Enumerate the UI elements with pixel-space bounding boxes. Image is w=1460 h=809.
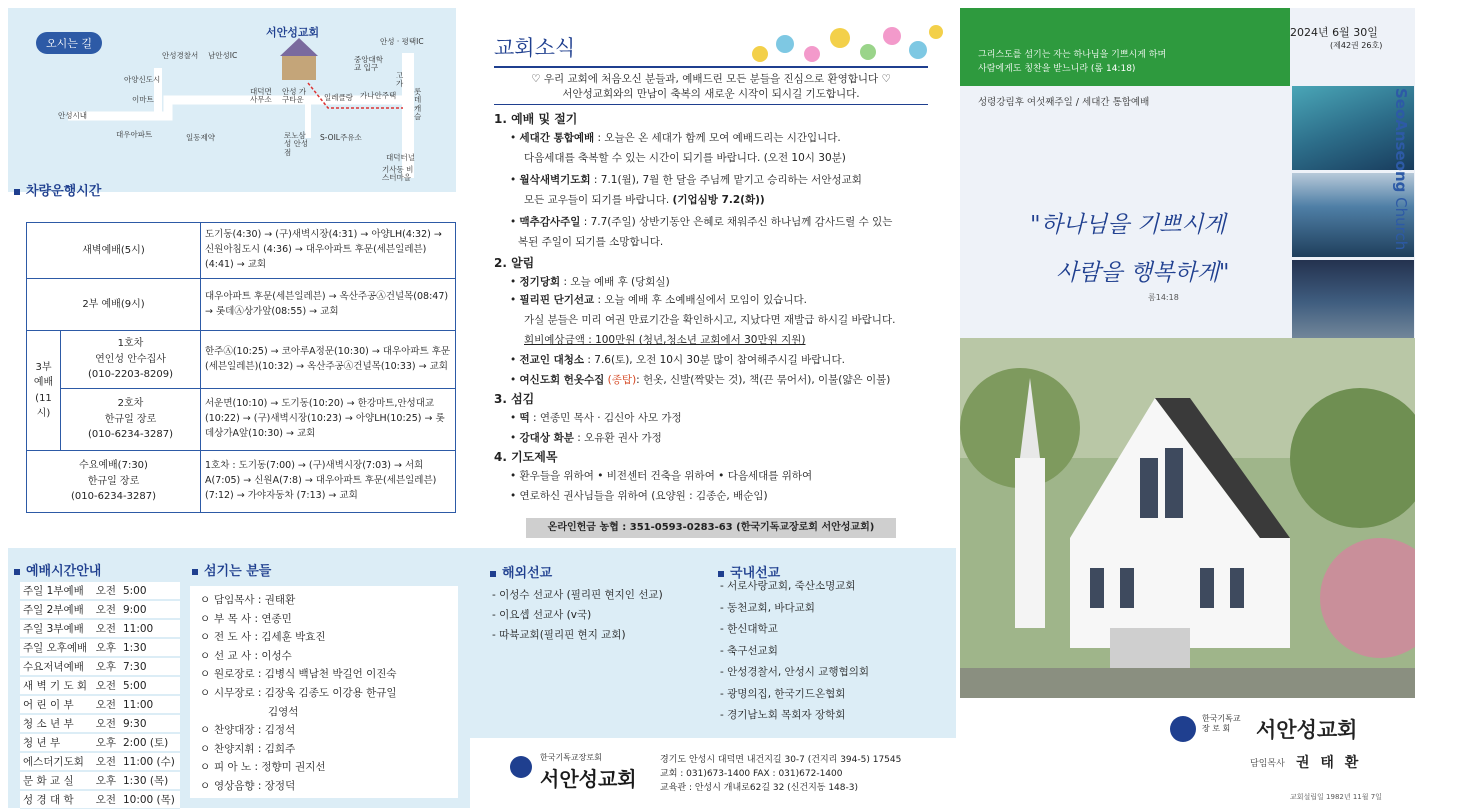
list-item: - 이요셉 선교사 (v국) xyxy=(492,609,592,621)
table-cell: 어 린 이 부 xyxy=(20,695,93,714)
divider xyxy=(494,104,928,105)
table-cell: 오전 xyxy=(93,619,120,638)
news-item-cont: 가실 분들은 미리 여권 만료기간을 확인하시고, 지났다면 재발급 하시길 바랍니다. xyxy=(524,314,896,326)
church-address: 경기도 안성시 대덕면 내건지길 30-7 (건지리 394-5) 17545 교회 : 031)673-1400 FAX : 031)672-1400 교육관 : 안성시 개내로62길 32 (신건지동 148-3) xyxy=(660,755,902,793)
domestic-missions-list xyxy=(720,578,869,729)
table-cell: 오후 xyxy=(93,638,120,657)
staff-heading: 섬기는 분들 xyxy=(192,560,271,579)
map-label: 대덕면 사무소 xyxy=(250,87,272,105)
list-item: ㅇ 찬양대장 : 김정석 xyxy=(200,724,296,737)
church-logo-icon xyxy=(510,756,532,778)
list-item: - 동천교회, 바다교회 xyxy=(720,601,815,614)
table-row xyxy=(20,733,180,752)
list-item: ㅇ 찬양지휘 : 김희주 xyxy=(200,742,296,755)
news-item-cont: 다음세대를 축복할 수 있는 시간이 되기를 바랍니다. (오전 10시 30분) xyxy=(524,152,846,164)
map-label: 가나안주택 xyxy=(360,91,397,100)
list-item: - 따뷱교회(필리핀 현지 교회) xyxy=(492,629,626,641)
map-label: 안성경찰서 xyxy=(162,51,199,60)
news-title: 교회소식 xyxy=(494,36,576,60)
cover-church-name: 서안성교회 xyxy=(1256,718,1358,742)
news-item: • 떡 : 연종민 목사 · 김신아 사모 가정 xyxy=(510,412,682,424)
news-item-cont: 회비예상금액 : 100만원 (청년,청소년 교회에서 30만원 지원) xyxy=(524,334,806,346)
slogan-line-1: "하나님을 기쁘시게 xyxy=(1030,212,1226,238)
cover-org: 한국기독교 장 로 회 xyxy=(1202,714,1241,734)
list-item: - 안성경찰서, 안성시 교행협의회 xyxy=(720,666,869,678)
list-item: - 한신대학교 xyxy=(720,623,778,635)
table-row xyxy=(20,638,180,657)
list-item: ㅇ 부 목 사 : 연종민 xyxy=(200,612,292,625)
table-cell: 오전 xyxy=(93,752,120,771)
divider xyxy=(494,66,928,68)
list-item: ㅇ 피 아 노 : 정향미 권지선 xyxy=(200,761,326,774)
table-cell: 오전 xyxy=(93,600,120,619)
bus-route: 서운면(10:10) → 도기동(10:20) → 한강마트,안성대교(10:22) → (구)새벽시장(10:23) → 아양LH(10:25) → 롯데상가A앞(10:30) → 교회 xyxy=(201,389,456,451)
bus-route: 대우아파트 후문(세븐일레븐) → 옥산주공Ⓐ건널목(08:47) → 롯데Ⓐ상가앞(08:55) → 교회 xyxy=(201,279,456,331)
table-row xyxy=(20,771,180,790)
list-item: ㅇ 영상음향 : 장정덕 xyxy=(200,779,296,792)
news-item: • 필리핀 단기선교 : 오늘 예배 후 소예배실에서 모임이 있습니다. xyxy=(510,294,807,306)
bus-group-label: 3부 예배 (11시) xyxy=(27,331,61,451)
table-cell: 청 소 년 부 xyxy=(20,714,93,733)
table-cell: 11:00 xyxy=(120,695,180,714)
news-item: • 환우들을 위하여 • 비전센터 건축을 위하여 • 다음세대를 위하여 xyxy=(510,470,813,482)
established-date: 교회설립일 1982년 11월 7일 xyxy=(1290,793,1382,801)
church-building-image xyxy=(960,338,1415,698)
list-item: ㅇ 전 도 사 : 김세훈 박효진 xyxy=(200,631,326,644)
bus-schedule-table xyxy=(26,222,456,513)
map-label: 일레클랑 xyxy=(324,93,353,102)
table-cell: 11:00 xyxy=(120,619,180,638)
map-label: 이마트 xyxy=(132,95,154,104)
news-item: • 강대상 화분 : 오유환 권사 가정 xyxy=(510,432,662,444)
table-cell: 오전 xyxy=(93,714,120,733)
cover-footer xyxy=(960,698,1415,808)
table-cell: 오전 xyxy=(93,790,120,809)
table-cell: 에스더기도회 xyxy=(20,752,93,771)
table-cell: 11:00 (수) xyxy=(120,752,180,771)
list-item: - 서로사랑교회, 죽산소명교회 xyxy=(720,580,856,592)
table-cell: 오전 xyxy=(93,676,120,695)
news-item: • 맥추감사주일 : 7.7(주일) 상반기동안 은혜로 채워주신 하나님께 감사드릴 수 있는 xyxy=(510,216,893,228)
table-cell: 5:00 xyxy=(120,582,180,600)
list-item: - 광명의집, 한국기드온협회 xyxy=(720,687,846,700)
map-label: 남안성IC xyxy=(208,51,238,60)
table-row xyxy=(20,676,180,695)
worship-times-table xyxy=(20,582,180,809)
bus-label: 2호차 한규일 장로 (010-6234-3287) xyxy=(61,389,201,451)
bus-schedule-heading: 차량운행시간 xyxy=(14,180,101,199)
table-row xyxy=(20,619,180,638)
table-cell: 오전 xyxy=(93,582,120,600)
table-cell: 새 벽 기 도 회 xyxy=(20,676,93,695)
bus-label: 1호차 연인성 안수집사 (010-2203-8209) xyxy=(61,331,201,389)
domestic-missions-heading: 국내선교 xyxy=(718,562,780,581)
map-label: 중앙대학교 입구 xyxy=(354,55,383,73)
table-row xyxy=(20,657,180,676)
pastor-name: 권 태 환 xyxy=(1296,755,1362,771)
map-label: 아양신도시 xyxy=(124,75,161,84)
table-cell: 성 경 대 학 xyxy=(20,790,93,809)
map-label: 대우아파트 xyxy=(116,130,153,139)
cover-issue: (제42권 26호) xyxy=(1330,41,1383,50)
news-item: • 전교인 대청소 : 7.6(토), 오전 10시 30분 많이 참여해주시길 바랍니다. xyxy=(510,354,846,366)
table-row xyxy=(27,451,456,513)
news-section-heading: 2. 알림 xyxy=(494,256,535,270)
welcome-message: ♡ 우리 교회에 처음오신 분들과, 예배드린 모든 분들을 진심으로 환영합니다 ♡ 서안성교회와의 만남이 축복의 새로운 시작이 되시길 기도합니다. xyxy=(531,73,891,101)
bus-route: 1호차 : 도기동(7:00) → (구)새벽시장(7:03) → 서희A(7:05) → 신원A(7:8) → 대우아파트 후문(세븐일레븐)(7:12) → 가야자동차 (7:13) → 교회 xyxy=(201,451,456,513)
news-item-cont: 모든 교우들이 되기를 바랍니다. (기업심방 7.2(화)) xyxy=(524,194,765,206)
worship-times-heading: 예배시간안내 xyxy=(14,560,101,579)
table-cell: 2:00 (토) xyxy=(120,733,180,752)
table-row xyxy=(27,331,456,389)
table-cell: 오후 xyxy=(93,657,120,676)
map-label: 롯데캐슬 xyxy=(414,87,422,121)
map-label: 고가 xyxy=(396,71,404,89)
table-cell: 주일 1부예배 xyxy=(20,582,93,600)
table-cell: 7:30 xyxy=(120,657,180,676)
pastor-label: 담임목사 xyxy=(1250,759,1285,769)
news-section-heading: 1. 예배 및 절기 xyxy=(494,112,578,126)
table-cell: 오후 xyxy=(93,733,120,752)
table-row xyxy=(20,582,180,600)
bus-label: 새벽예배(5시) xyxy=(27,223,201,279)
bulletin-cover xyxy=(960,8,1415,808)
footer-church-name: 서안성교회 xyxy=(540,767,637,791)
footer-org: 한국기독교장로회 xyxy=(540,753,602,762)
slogan-reference: 롬14:18 xyxy=(1148,293,1179,302)
bus-route: 한주Ⓐ(10:25) → 코아루A정문(10:30) → 대우아파트 후문(세븐일레븐)(10:32) → 옥산주공Ⓐ건널목(10:33) → 교회 xyxy=(201,331,456,389)
map-label: 로노삼성 안성점 xyxy=(284,131,309,157)
table-cell: 10:00 (목) xyxy=(120,790,180,809)
table-row xyxy=(20,695,180,714)
news-item: • 세대간 통합예배 : 오늘은 온 세대가 함께 모여 예배드리는 시간입니다. xyxy=(510,132,841,144)
flower-decoration xyxy=(740,14,950,70)
table-cell: 수요저녁예배 xyxy=(20,657,93,676)
directions-button[interactable]: 오시는 길 xyxy=(36,32,102,54)
directions-map xyxy=(8,8,456,192)
table-cell: 9:00 xyxy=(120,600,180,619)
cover-verse: 그리스도를 섬기는 자는 하나님을 기쁘시게 하며 사람에게도 칭찬을 받느니라 (롬 14:18) xyxy=(978,50,1167,75)
map-church-label: 서안성교회 xyxy=(266,26,320,39)
table-row xyxy=(27,279,456,331)
table-cell: 1:30 xyxy=(120,638,180,657)
bus-route: 도기동(4:30) → (구)새벽시장(4:31) → 아양LH(4:32) → 신원아침도시 (4:36) → 대우아파트 후문(세븐일레븐) (4:41) → 교회 xyxy=(201,223,456,279)
table-row xyxy=(27,389,456,451)
table-cell: 오전 xyxy=(93,695,120,714)
cover-date: 2024년 6월 30일 xyxy=(1290,26,1378,39)
overseas-missions-heading: 해외선교 xyxy=(490,562,552,581)
table-row xyxy=(20,752,180,771)
news-item: • 정기당회 : 오늘 예배 후 (당회실) xyxy=(510,276,670,288)
list-item: - 경기남노회 목회자 장학회 xyxy=(720,709,846,721)
map-label: 기사동 비스터마을 xyxy=(382,165,414,183)
news-section-heading: 3. 섬김 xyxy=(494,392,535,406)
map-label: 안성시내 xyxy=(58,111,87,120)
list-item: ㅇ 원로장로 : 김병식 백남천 박길언 이진숙 xyxy=(200,668,397,681)
table-cell: 주일 오후예배 xyxy=(20,638,93,657)
news-item: • 여신도회 헌옷수집 (종탑): 헌옷, 신발(짝맞는 것), 책(끈 묶어서), 이불(얇은 이불) xyxy=(510,374,891,386)
table-cell: 5:00 xyxy=(120,676,180,695)
church-logo-icon xyxy=(1170,716,1196,742)
table-row xyxy=(20,790,180,809)
online-offering-account: 온라인헌금 농협 : 351-0593-0283-63 (한국기독교장로회 서안성교회) xyxy=(526,518,896,538)
table-cell: 주일 3부예배 xyxy=(20,619,93,638)
table-cell: 오후 xyxy=(93,771,120,790)
news-section-heading: 4. 기도제목 xyxy=(494,450,558,464)
table-cell: 1:30 (목) xyxy=(120,771,180,790)
news-item-cont: 복된 주일이 되기를 소망합니다. xyxy=(518,236,664,248)
news-item: • 월삭새벽기도회 : 7.1(월), 7월 한 달을 주님께 맡기고 승리하는 서안성교회 xyxy=(510,174,862,186)
list-item: 김영석 xyxy=(268,705,299,718)
bus-label: 2부 예배(9시) xyxy=(27,279,201,331)
table-cell: 주일 2부예배 xyxy=(20,600,93,619)
map-label: 일동제약 xyxy=(186,133,215,142)
map-label: 안성 · 평택IC xyxy=(380,37,424,46)
table-row xyxy=(27,223,456,279)
cover-side-title: SeoAnseong Church xyxy=(1392,88,1410,251)
news-item: • 연로하신 권사님들을 위하여 (요양원 : 김종순, 배순임) xyxy=(510,490,768,502)
bus-label: 수요예배(7:30) 한규일 장로 (010-6234-3287) xyxy=(27,451,201,513)
table-cell: 청 년 부 xyxy=(20,733,93,752)
list-item: - 이성수 선교사 (필리핀 현지인 선교) xyxy=(492,589,663,601)
table-cell: 9:30 xyxy=(120,714,180,733)
list-item: ㅇ 시무장로 : 김장욱 김종도 이강용 한규일 xyxy=(200,686,397,699)
cover-service-title: 성령강림후 여섯째주일 / 세대간 통합예배 xyxy=(978,97,1150,108)
list-item: - 축구선교회 xyxy=(720,644,778,657)
table-cell: 문 화 교 실 xyxy=(20,771,93,790)
table-row xyxy=(20,600,180,619)
staff-list xyxy=(190,586,458,798)
list-item: ㅇ 선 교 사 : 이성수 xyxy=(200,649,292,662)
list-item: ㅇ 담임목사 : 권태환 xyxy=(200,594,296,606)
map-label: S-OIL주유소 xyxy=(320,133,362,142)
table-row xyxy=(20,714,180,733)
slogan-line-2: 사람을 행복하게" xyxy=(1056,260,1230,286)
map-label: 안성 가구타운 xyxy=(282,87,307,105)
map-label: 대덕터널 xyxy=(386,153,415,162)
overseas-missions-list xyxy=(492,587,663,647)
